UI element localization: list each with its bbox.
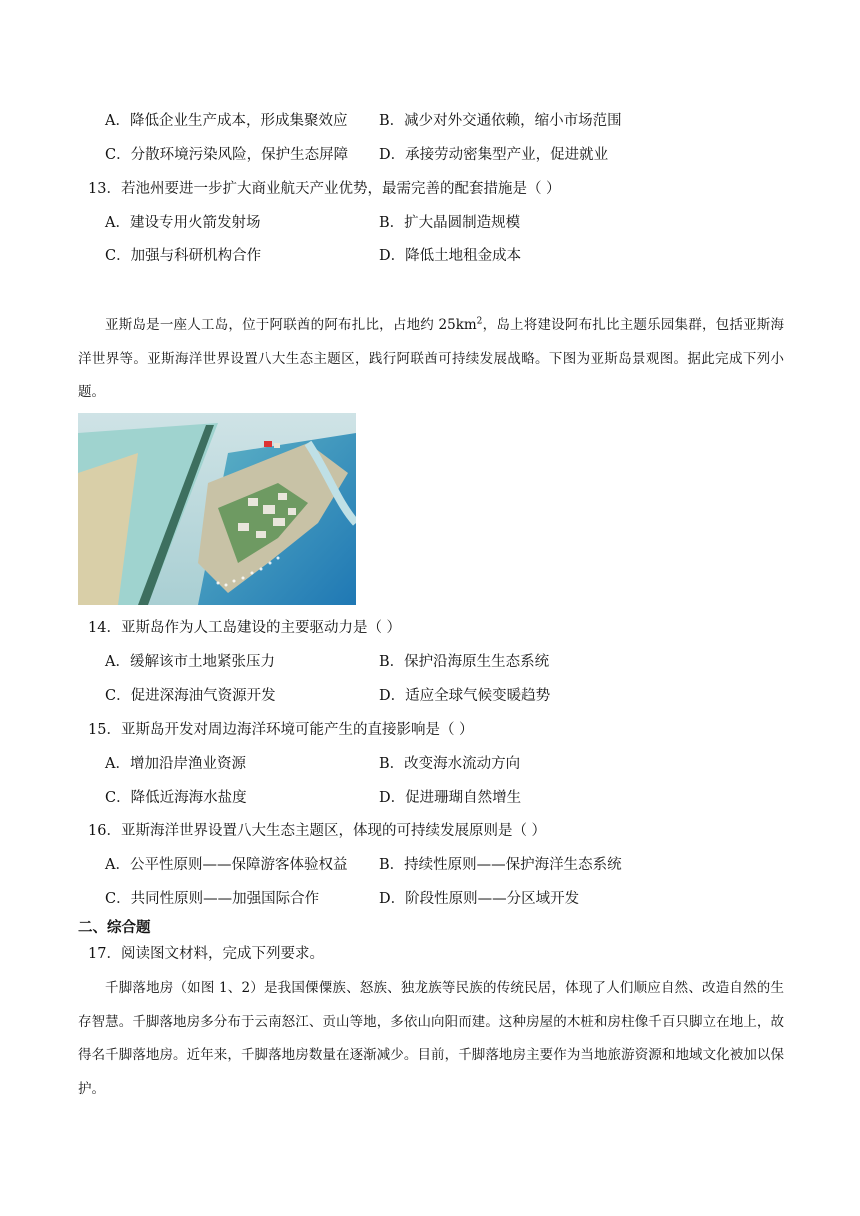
q13-option-c: C．加强与科研机构合作 (105, 248, 262, 264)
q15-option-c: C．降低近海海水盐度 (105, 790, 247, 806)
q12-option-d: D．承接劳动密集型产业，促进就业 (379, 147, 609, 163)
q14-option-a: A．缓解该市土地紧张压力 (105, 654, 275, 670)
q13-option-a: A．建设专用火箭发射场 (105, 215, 261, 231)
q17-stem: 17．阅读图文材料，完成下列要求。 (88, 946, 324, 962)
q14-option-b: B．保护沿海原生生态系统 (379, 654, 550, 670)
material-paragraph: 亚斯岛是一座人工岛，位于阿联酋的阿布扎比，占地约 $25km^2$，岛上将建设阿布扎比主题乐园集群，包括亚斯海洋世界等。亚斯海洋世界设置八大生态主题区，践行阿联酋可持续发展战略。下图为亚斯岛景观图。据此完成下列小题。 (78, 316, 784, 400)
q16-option-b: B．持续性原则——保护海洋生态系统 (379, 857, 622, 873)
q15-stem: 15．亚斯岛开发对周边海洋环境可能产生的直接影响是（ ） (88, 722, 474, 738)
q13-stem: 13．若池州要进一步扩大商业航天产业优势，最需完善的配套措施是（ ） (88, 181, 561, 197)
q12-option-b: B．减少对外交通依赖，缩小市场范围 (379, 113, 622, 129)
q14-option-c: C．促进深海油气资源开发 (105, 688, 276, 704)
q16-stem: 16．亚斯海洋世界设置八大生态主题区，体现的可持续发展原则是（ ） (88, 823, 547, 839)
q15-option-a: A．增加沿岸渔业资源 (105, 756, 246, 772)
q16-option-d: D．阶段性原则——分区域开发 (379, 891, 580, 907)
q12-option-c: C．分散环境污染风险，保护生态屏障 (105, 147, 349, 163)
yas-island-aerial-image (78, 413, 356, 605)
q16-option-a: A．公平性原则——保障游客体验权益 (105, 857, 348, 873)
q15-option-d: D．促进珊瑚自然增生 (379, 790, 522, 806)
q17-paragraph: 千脚落地房（如图 1、2）是我国傈僳族、怒族、独龙族等民族的传统民居，体现了人们顺应自然、改造自然的生存智慧。千脚落地房多分布于云南怒江、贡山等地，多依山向阳而建。这种房屋的木桩和房柱像千百只脚立在地上，故得名千脚落地房。近年来，千脚落地房数量在逐渐减少。目前，千脚落地房主要作为当地旅游资源和地域文化被加以保护。 (78, 980, 784, 1097)
q15-option-b: B．改变海水流动方向 (379, 756, 521, 772)
q13-option-b: B．扩大晶圆制造规模 (379, 215, 521, 231)
q13-option-d: D．降低土地租金成本 (379, 248, 522, 264)
q14-option-d: D．适应全球气候变暖趋势 (379, 688, 551, 704)
section-heading: 二、综合题 (78, 920, 151, 936)
q12-option-a: A．降低企业生产成本，形成集聚效应 (105, 113, 348, 129)
q14-stem: 14．亚斯岛作为人工岛建设的主要驱动力是（ ） (88, 620, 402, 636)
q16-option-c: C．共同性原则——加强国际合作 (105, 891, 320, 907)
